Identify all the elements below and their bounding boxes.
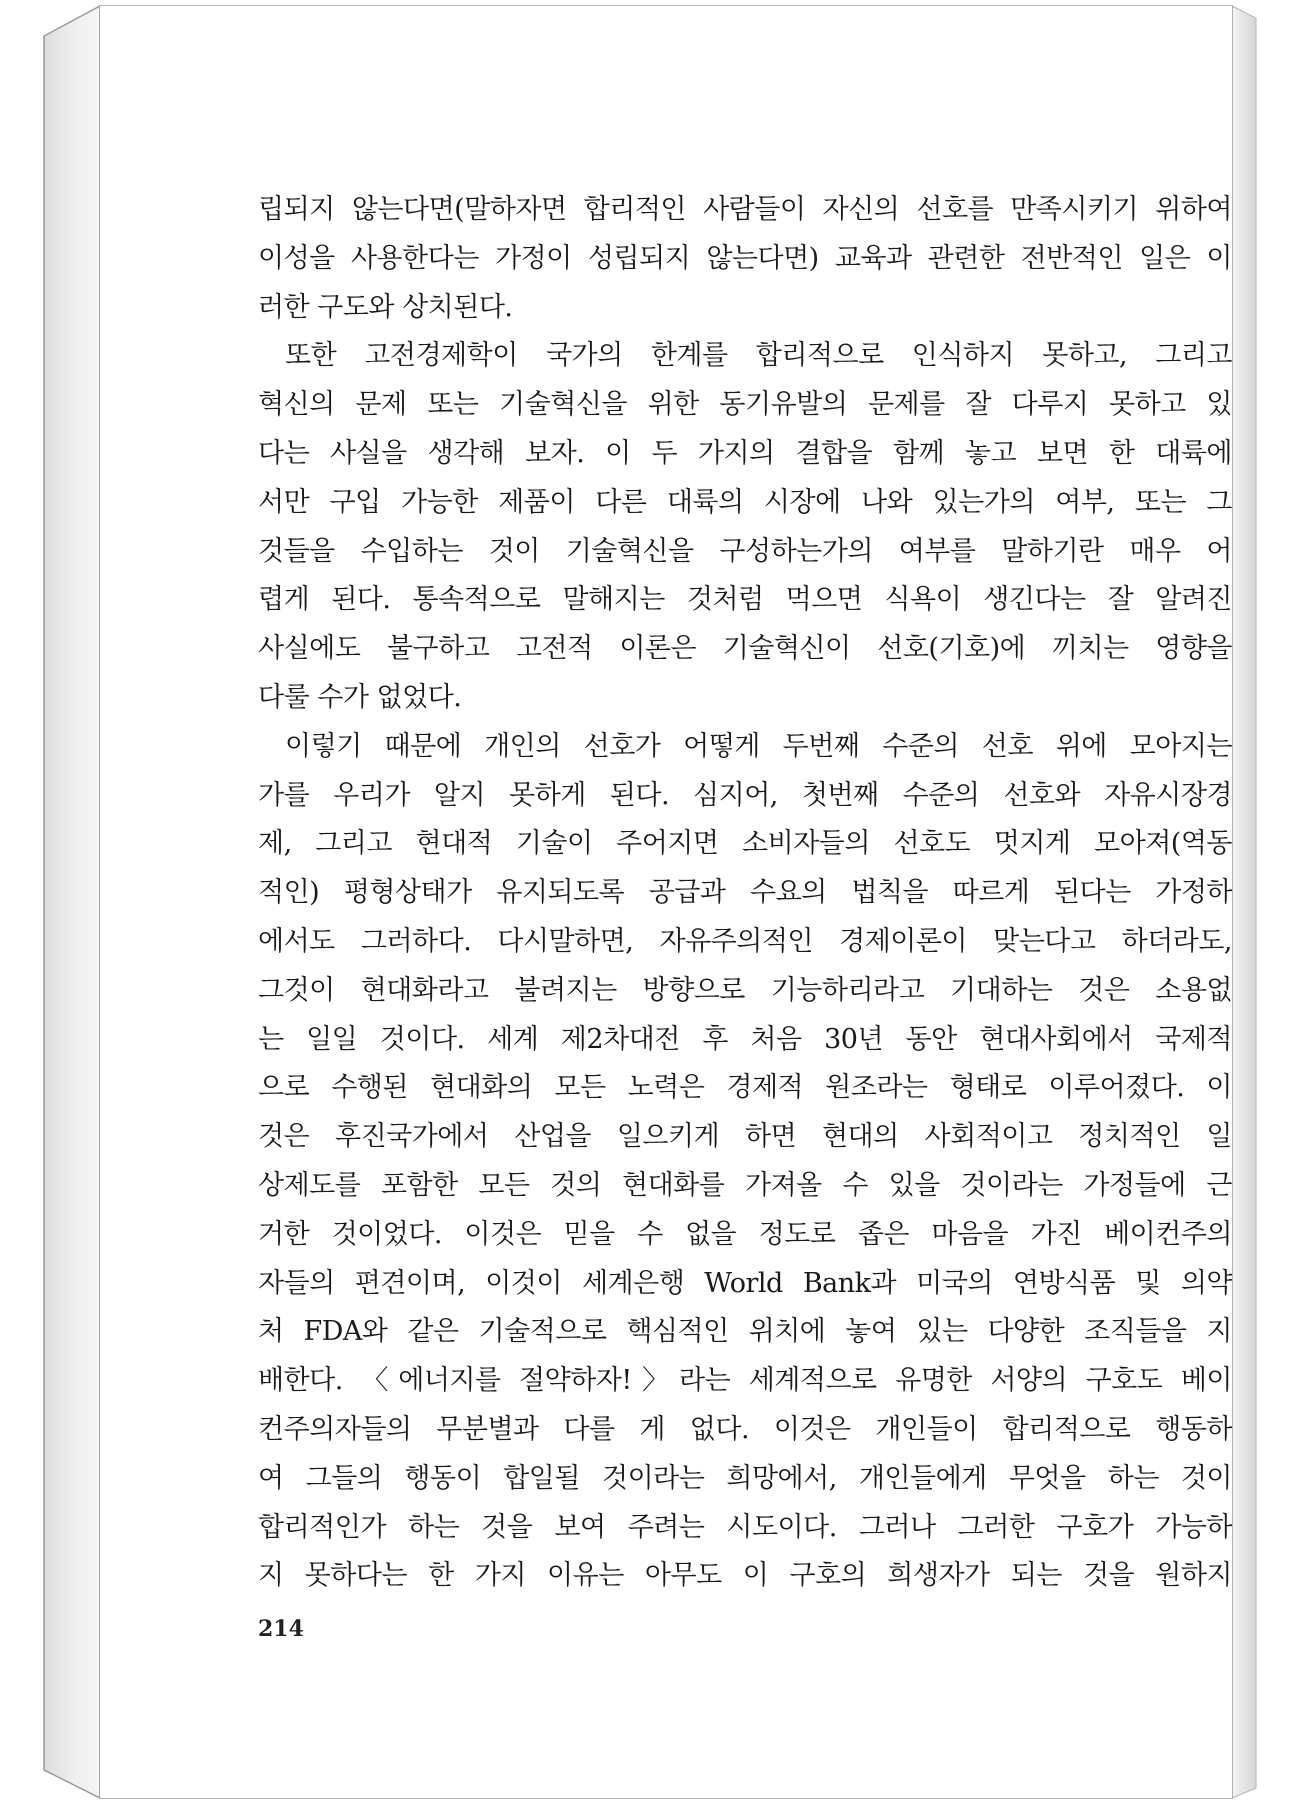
text-line: 립되지 않는다면(말하자면 합리적인 사람들이 자신의 선호를 만족시키기 위하여: [258, 194, 1232, 225]
text-line: 적인) 평형상태가 유지되도록 공급과 수요의 법칙을 따르게 된다는 가정하: [258, 877, 1232, 909]
text-line: 지 못하다는 한 가지 이유는 아무도 이 구호의 희생자가 되는 것을 원하지: [258, 1560, 1232, 1592]
text-line: 으로 수행된 현대화의 모든 노력은 경제적 원조라는 형태로 이루어졌다. 이: [258, 1072, 1232, 1104]
text-line: 다룰 수가 없었다.: [258, 681, 462, 713]
text-line: 가를 우리가 알지 못하게 된다. 심지어, 첫번째 수준의 선호와 자유시장경: [258, 779, 1232, 811]
text-line: 이렇기 때문에 개인의 선호가 어떻게 두번째 수준의 선호 위에 모아지는: [285, 730, 1232, 762]
text-line: 것은 후진국가에서 산업을 일으키게 하면 현대의 사회적이고 정치적인 일: [258, 1121, 1232, 1153]
text-line: 또한 고전경제학이 국가의 한계를 합리적으로 인식하지 못하고, 그리고: [285, 340, 1232, 372]
book-page: [100, 6, 1232, 1798]
text-line: 렵게 된다. 통속적으로 말해지는 것처럼 먹으면 식욕이 생긴다는 잘 알려진: [258, 584, 1232, 616]
text-line: 다는 사실을 생각해 보자. 이 두 가지의 결합을 함께 놓고 보면 한 대륙에: [258, 437, 1232, 469]
text-line: 거한 것이었다. 이것은 믿을 수 없을 정도로 좁은 마음을 가진 베이컨주의: [258, 1218, 1232, 1250]
body-text: [258, 186, 1232, 1601]
text-line: 자들의 편견이며, 이것이 세계은행 World Bank과 미국의 연방식품 및 의약: [258, 1267, 1232, 1299]
text-line: 혁신의 문제 또는 기술혁신을 위한 동기유발의 문제를 잘 다루지 못하고 있: [258, 389, 1232, 421]
page-number: 214: [258, 1616, 304, 1642]
paragraph: [258, 723, 1232, 1601]
paragraph: [258, 332, 1232, 722]
text-line: 서만 구입 가능한 제품이 다른 대륙의 시장에 나와 있는가의 여부, 또는 그: [258, 486, 1232, 518]
text-line: 것들을 수입하는 것이 기술혁신을 구성하는가의 여부를 말하기란 매우 어: [258, 535, 1232, 567]
text-line: 사실에도 불구하고 고전적 이론은 기술혁신이 선호(기호)에 끼치는 영향을: [258, 633, 1232, 665]
text-line: 배한다. 〈에너지를 절약하자!〉라는 세계적으로 유명한 서양의 구호도 베이: [258, 1365, 1232, 1397]
text-line: 그것이 현대화라고 불려지는 방향으로 기능하리라고 기대하는 것은 소용없: [258, 974, 1232, 1006]
text-line: 이성을 사용한다는 가정이 성립되지 않는다면) 교육과 관련한 전반적인 일은 이: [258, 242, 1232, 274]
text-line: 제, 그리고 현대적 기술이 주어지면 소비자들의 선호도 멋지게 모아져(역동: [258, 828, 1232, 860]
paragraph: [258, 186, 1232, 332]
text-line: 상제도를 포함한 모든 것의 현대화를 가져올 수 있을 것이라는 가정들에 근: [258, 1169, 1232, 1201]
text-line: 컨주의자들의 무분별과 다를 게 없다. 이것은 개인들이 합리적으로 행동하: [258, 1413, 1232, 1445]
text-line: 합리적인가 하는 것을 보여 주려는 시도이다. 그러나 그러한 구호가 가능하: [258, 1511, 1232, 1543]
text-line: 는 일일 것이다. 세계 제2차대전 후 처음 30년 동안 현대사회에서 국제적: [258, 1023, 1232, 1055]
text-line: 여 그들의 행동이 합일될 것이라는 희망에서, 개인들에게 무엇을 하는 것이: [258, 1462, 1232, 1494]
text-line: 처 FDA와 같은 기술적으로 핵심적인 위치에 놓여 있는 다양한 조직들을 지: [258, 1316, 1232, 1348]
text-line: 에서도 그러하다. 다시말하면, 자유주의적인 경제이론이 맞는다고 하더라도,: [258, 925, 1232, 957]
text-line: 러한 구도와 상치된다.: [258, 291, 513, 323]
